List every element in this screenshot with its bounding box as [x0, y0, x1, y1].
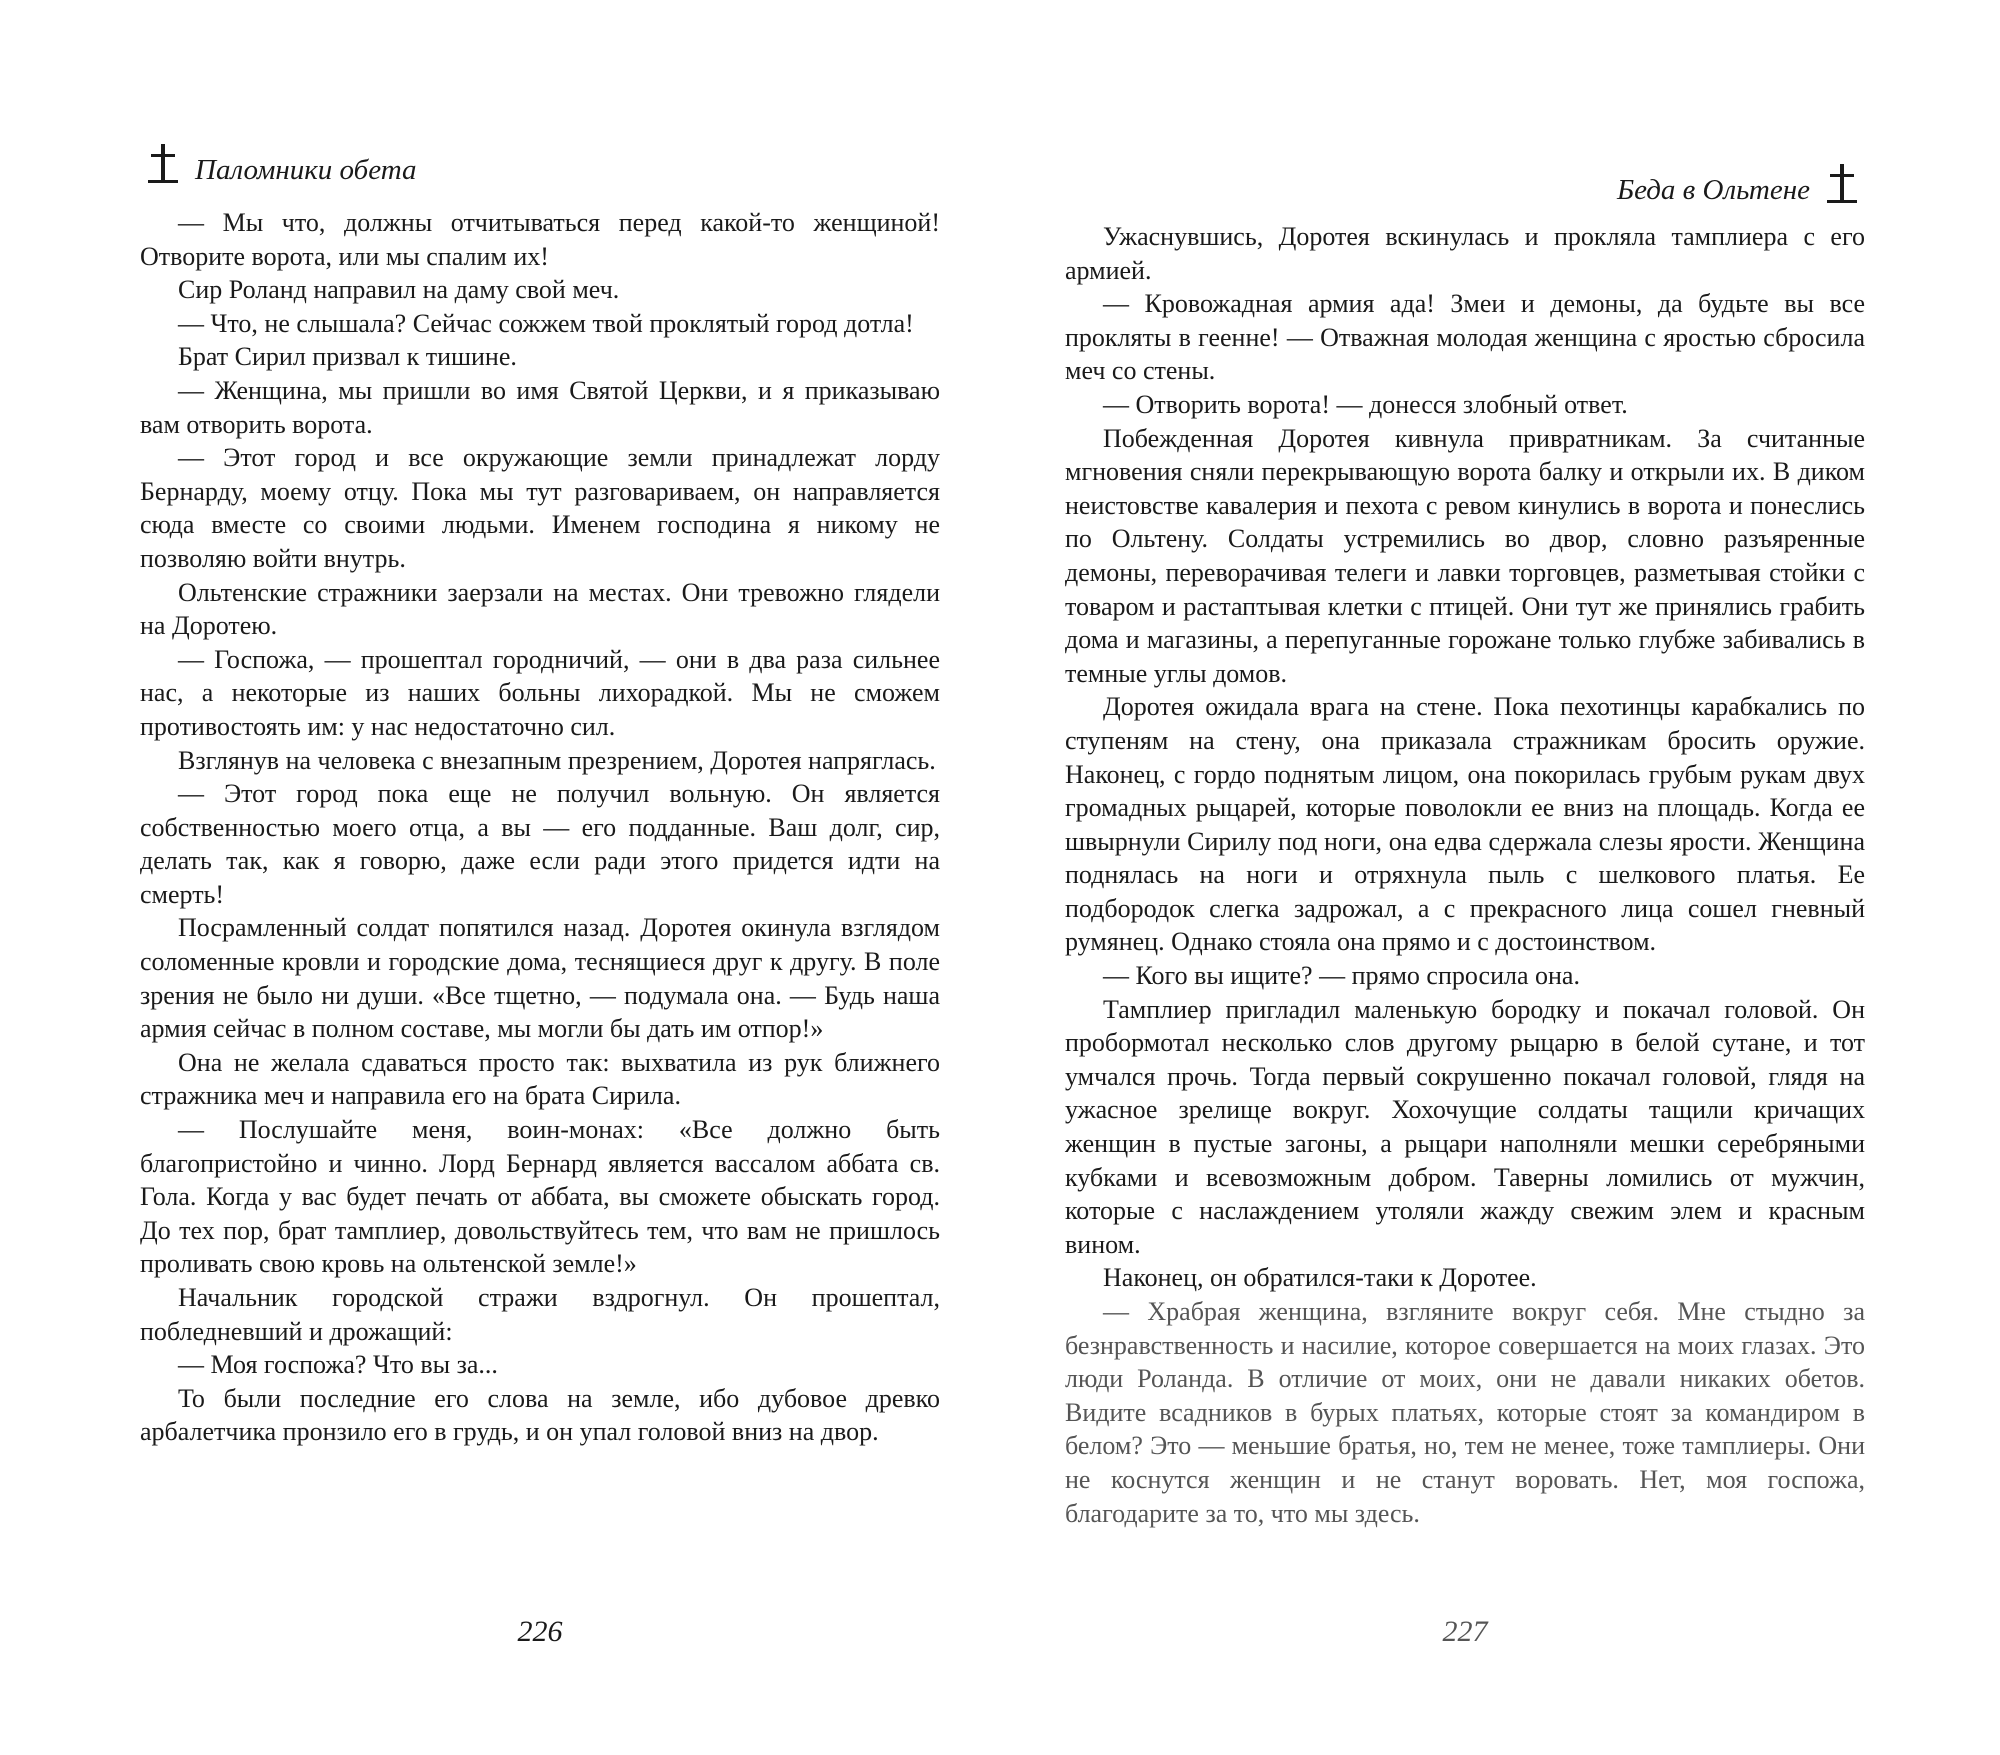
- paragraph: Сир Роланд направил на даму свой меч.: [178, 275, 620, 305]
- paragraph: — Что, не слышала? Сейчас сожжем твой проклятый город дотла!: [178, 308, 914, 338]
- cross-icon: [146, 142, 180, 186]
- paragraph: Доротея ожидала врага на стене. Пока пехотинцы карабкались по ступеням на стену, она приказала стражникам бросить оружие. Наконец, с гордо поднятым лицом, она покорилась грубым рукам двух громадных рыцарей, которые поволокли ее вниз на площадь. Когда ее швырнули Сирилу под ноги, она едва сдержала слезы ярости. Женщина поднялась на ноги и отряхнула пыль с шелкового платья. Ее подбородок слегка задрожал, а с прекрасного лица сошел гневный румянец. Однако стояла она прямо и с достоинством.: [1065, 692, 1865, 957]
- cross-icon: [1825, 162, 1859, 206]
- paragraph: То были последние его слова на земле, ибо дубовое древко арбалетчика пронзило его в грудь, и он упал головой вниз на двор.: [140, 1383, 940, 1447]
- paragraph: — Мы что, должны отчитываться перед какой-то женщиной! Отворите ворота, или мы спалим их!: [140, 208, 940, 271]
- right-running-header: [1065, 140, 1865, 206]
- paragraph: Взглянув на человека с внезапным презрением, Доротея напряглась.: [178, 745, 936, 775]
- paragraph: Побежденная Доротея кивнула привратникам. За считанные мгновения сняли перекрывающую ворота балку и открыли их. В диком неистовстве кавалерия и пехота с ревом кинулись в ворота и понеслись по Ольтену. Солдаты устремились во двор, словно разъяренные демоны, переворачивая телеги и лавки торговцев, разметывая стойки с товаром и растаптывая клетки с птицей. Они тут же принялись грабить дома и магазины, а перепуганные горожане только глубже забивались в темные углы домов.: [1065, 423, 1865, 688]
- paragraph: Она не желала сдаваться просто так: выхватила из рук ближнего стражника меч и направила его на брата Сирила.: [140, 1047, 940, 1111]
- right-body-text: [1065, 220, 1865, 1530]
- paragraph: Начальник городской стражи вздрогнул. Он прошептал, побледневший и дрожащий:: [140, 1283, 940, 1346]
- paragraph: Ольтенские стражники заерзали на местах. Они тревожно глядели на Доротею.: [140, 577, 940, 641]
- left-header-title: Паломники обета: [195, 154, 417, 186]
- paragraph: Наконец, он обратился-таки к Доротее.: [1103, 1263, 1537, 1293]
- paragraph: — Женщина, мы пришли во имя Святой Церкви, и я приказываю вам отворить ворота.: [140, 375, 940, 439]
- right-page: [1065, 140, 1865, 1648]
- paragraph: — Кровожадная армия ада! Змеи и демоны, да будьте вы все прокляты в геенне! — Отважная молодая женщина с яростью сбросила меч со стены.: [1065, 289, 1865, 386]
- paragraph: Брат Сирил призвал к тишине.: [178, 342, 517, 372]
- paragraph: — Послушайте меня, воин-монах: «Все должно быть благопристойно и чинно. Лорд Бернард является вассалом аббата св. Гола. Когда у вас будет печать от аббата, вы сможете обыскать город. До тех пор, брат тамплиер, довольствуйтесь тем, что вам не пришлось проливать свою кровь на ольтенской земле!»: [140, 1115, 940, 1279]
- paragraph: — Этот город и все окружающие земли принадлежат лорду Бернарду, моему отцу. Пока мы тут разговариваем, он направляется сюда вместе со своими людьми. Именем господина я никому не позволяю войти внутрь.: [140, 443, 940, 573]
- paragraph: — Кого вы ищите? — прямо спросила она.: [1103, 961, 1580, 991]
- right-header-title: Беда в Ольтене: [1617, 174, 1810, 206]
- paragraph: — Моя госпожа? Что вы за...: [178, 1350, 498, 1380]
- paragraph: — Храбрая женщина, взгляните вокруг себя. Мне стыдно за безнравственность и насилие, которое совершается на моих глазах. Это люди Роланда. В отличие от моих, они не давали никаких обетов. Видите всадников в бурых платьях, которые стоят за командиром в белом? Это — меньшие братья, но, тем не менее, тоже тамплиеры. Они не коснутся женщин и не станут воровать. Нет, моя госпожа, благодарите за то, что мы здесь.: [1065, 1297, 1865, 1528]
- left-page: [140, 140, 940, 1648]
- paragraph: — Отворить ворота! — донесся злобный ответ.: [1103, 389, 1628, 419]
- paragraph: Ужаснувшись, Доротея вскинулась и прокляла тамплиера с его армией.: [1065, 222, 1865, 285]
- paragraph: Тамплиер пригладил маленькую бородку и покачал головой. Он пробормотал несколько слов другому рыцарю в белой сутане, и тот умчался прочь. Тогда первый сокрушенно покачал головой, глядя на ужасное зрелище вокруг. Хохочущие солдаты тащили кричащих женщин в пустые загоны, а рыцари наполняли мешки серебряными кубками и всевозможным добром. Таверны ломились от мужчин, которые с наслаждением утоляли жажду свежим элем и красным вином.: [1065, 994, 1865, 1259]
- paragraph: — Госпожа, — прошептал городничий, — они в два раза сильнее нас, а некоторые из наших больны лихорадкой. Мы не сможем противостоять им: у нас недостаточно сил.: [140, 644, 940, 741]
- left-body-text: [140, 206, 940, 1449]
- paragraph: Посрамленный солдат попятился назад. Доротея окинула взглядом соломенные кровли и городские дома, теснящиеся друг к другу. В поле зрения не было ни души. «Все тщетно, — подумала она. — Будь наша армия сейчас в полном составе, мы могли бы дать им отпор!»: [140, 913, 940, 1044]
- left-page-number: 226: [517, 1615, 563, 1648]
- right-page-number: 227: [1442, 1615, 1488, 1648]
- paragraph: — Этот город пока еще не получил вольную. Он является собственностью моего отца, а вы — его подданные. Ваш долг, сир, делать так, как я говорю, даже если ради этого придется идти на смерть!: [140, 779, 940, 909]
- left-running-header: [140, 140, 940, 200]
